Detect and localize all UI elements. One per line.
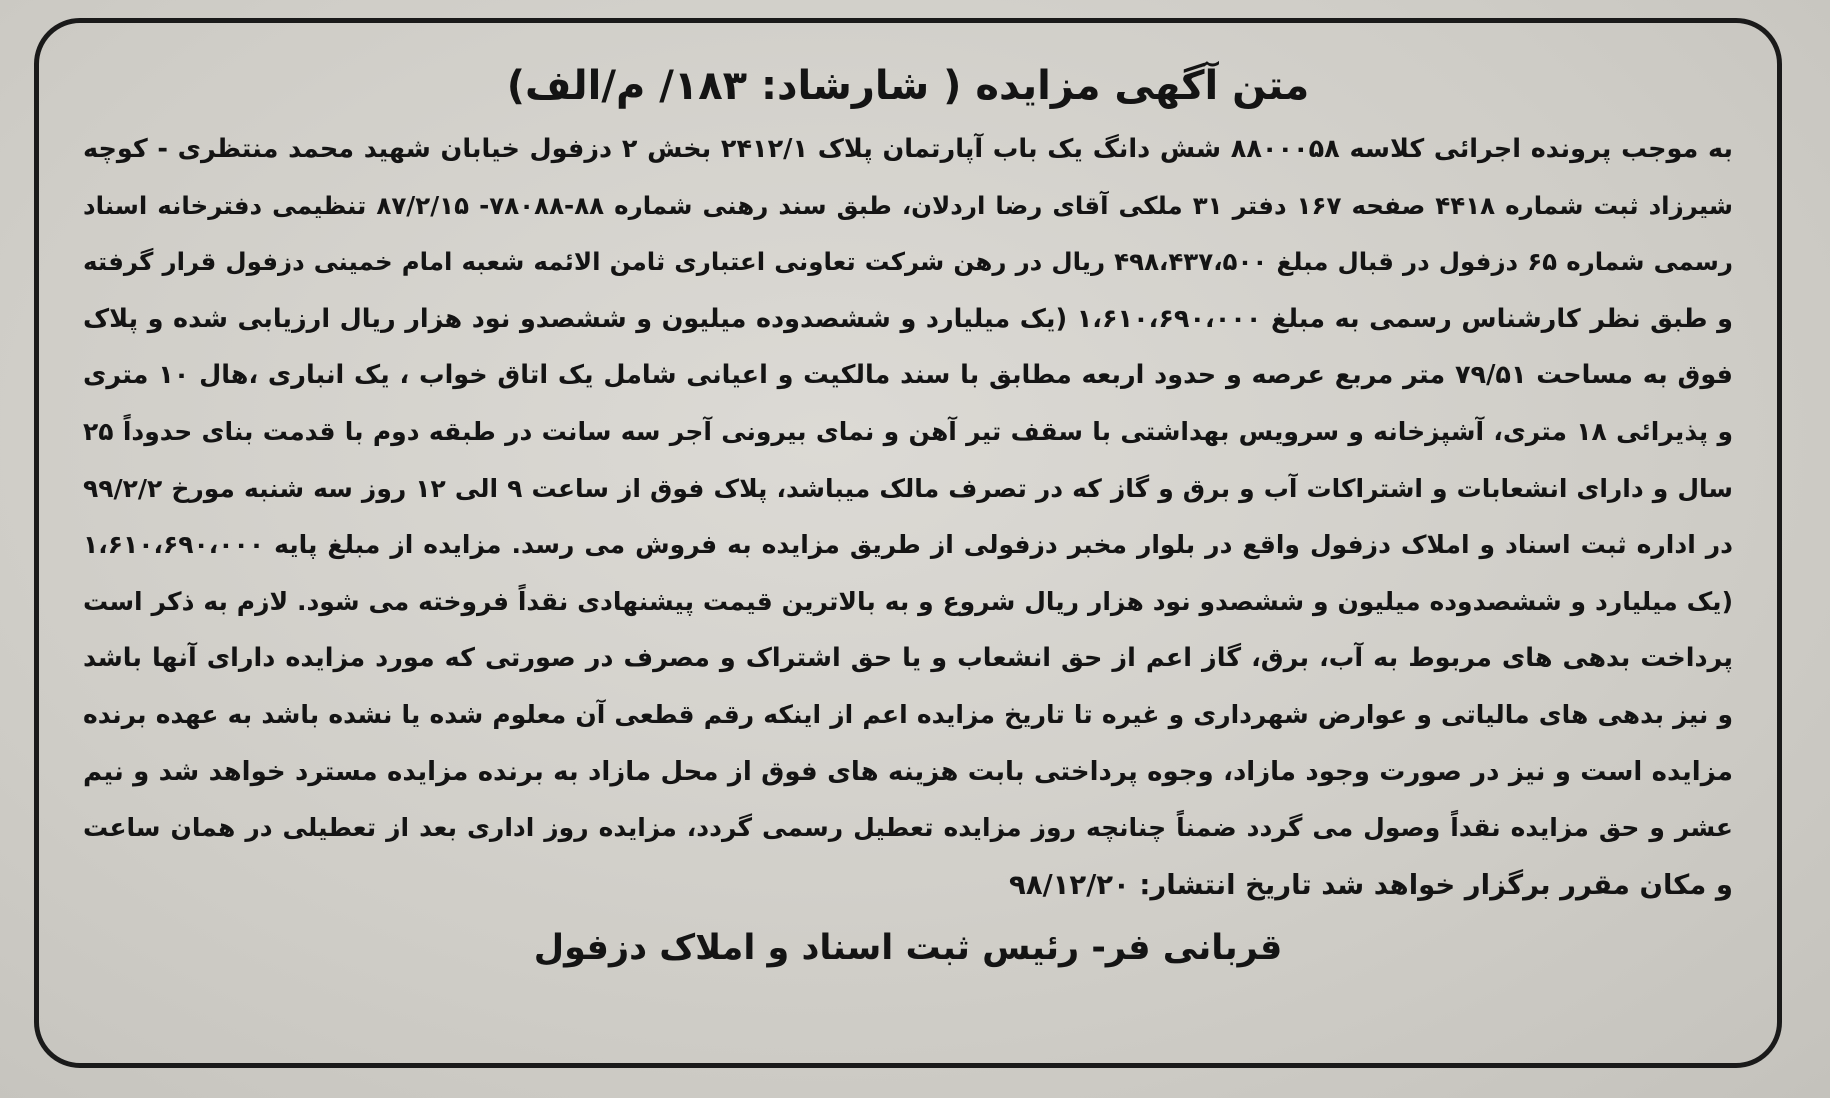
notice-line: رسمی شماره ۶۵ دزفول در قبال مبلغ ۴۹۸،۴۳۷،۵۰۰ ریال در رهن شرکت تعاونی اعتباری ثامن الائمه شعبه امام خمینی دزفول قرار گرفته [83, 247, 1733, 277]
notice-signature: قربانی فر- رئیس ثبت اسناد و املاک دزفول [533, 928, 1283, 969]
notice-line: و نیز بدهی های مالیاتی و عوارض شهرداری و غیره تا تاریخ مزایده اعم از اینکه رقم قطعی آن معلوم شده یا نشده باشد به عهده برنده [83, 699, 1733, 729]
notice-line: در اداره ثبت اسناد و املاک دزفول واقع در بلوار مخبر دزفولی از طریق مزایده به فروش می رسد. مزایده از مبلغ پایه ۱،۶۱۰،۶۹۰،۰۰۰ [83, 530, 1733, 560]
notice-line: و طبق نظر کارشناس رسمی به مبلغ ۱،۶۱۰،۶۹۰،۰۰۰ (یک میلیارد و ششصدوده میلیون و ششصدو نود هزار ریال ارزیابی شده و پلاک [83, 303, 1733, 334]
notice-line: عشر و حق مزایده نقداً وصول می گردد ضمناً چنانچه روز مزایده تعطیل رسمی گردد، مزایده روز اداری بعد از تعطیلی در همان ساعت [83, 813, 1733, 843]
notice-line: فوق به مساحت ۷۹/۵۱ متر مربع عرصه و حدود اربعه مطابق با سند مالکیت و اعیانی شامل یک اتاق خواب ، یک انباری ،هال ۱۰ متری [83, 360, 1733, 391]
notice-line: سال و دارای انشعابات و اشتراکات آب و برق و گاز که در تصرف مالک میباشد، پلاک فوق از ساعت ۹ الی ۱۲ روز سه شنبه مورخ ۹۹/۲/۲ [83, 473, 1733, 503]
notice-line: مزایده است و نیز در صورت وجود مازاد، وجوه پرداختی بابت هزینه های فوق از محل مازاد به برنده مزایده مسترد خواهد شد و نیم [83, 756, 1733, 787]
notice-line: (یک میلیارد و ششصدوده میلیون و ششصدو نود هزار ریال شروع و به بالاترین قیمت پیشنهادی نقداً فروخته می شود. لازم به ذکر است [83, 586, 1733, 616]
notice-body [83, 121, 1733, 913]
notice-title: متن آگهی مزایده ( شارشاد: ۱۸۳/ م/الف) [506, 63, 1310, 109]
notice-line: پرداخت بدهی های مربوط به آب، برق، گاز اعم از حق انشعاب و یا حق اشتراک و مصرف در صورتی که مورد مزایده دارای آنها باشد [83, 643, 1733, 674]
auction-notice-box [34, 18, 1782, 1068]
notice-line: شیرزاد ثبت شماره ۴۴۱۸ صفحه ۱۶۷ دفتر ۳۱ ملکی آقای رضا اردلان، طبق سند رهنی شماره ۸۸-۷۸۰۸۸- ۸۷/۲/۱۵ تنظیمی دفترخانه اسناد [83, 190, 1733, 220]
notice-line: به موجب پرونده اجرائی کلاسه ۸۸۰۰۰۵۸ شش دانگ یک باب آپارتمان پلاک ۲۴۱۲/۱ بخش ۲ دزفول خیابان شهید محمد منتظری - کوچه [83, 134, 1733, 164]
notice-line: و پذیرائی ۱۸ متری، آشپزخانه و سرویس بهداشتی با سقف تیر آهن و نمای بیرونی آجر سه سانت در طبقه دوم با قدمت بنای حدوداً ۲۵ [83, 416, 1733, 446]
notice-line-last: و مکان مقرر برگزار خواهد شد تاریخ انتشار: ۹۸/۱۲/۲۰ [1009, 868, 1733, 901]
